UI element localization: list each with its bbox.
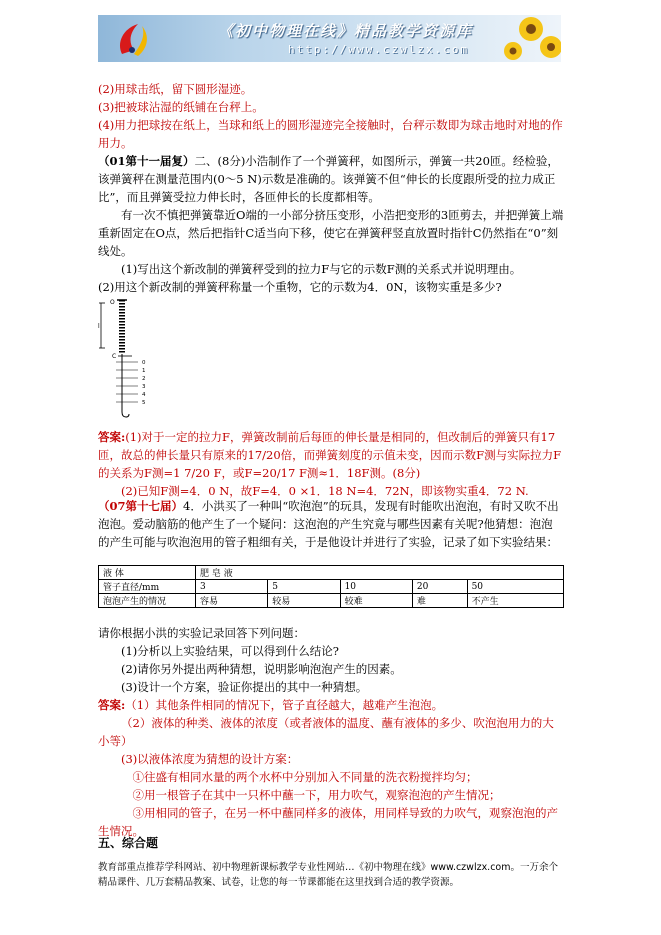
sub-question-1: (1)写出这个新改制的弹簧秤受到的拉力F与它的示数F测的关系式并说明理由。 <box>121 262 522 276</box>
answer-part-1: （1）其他条件相同的情况下，管子直径越大，越难产生泡泡。 <box>125 698 444 712</box>
table-cell: 20 <box>412 580 467 594</box>
table-cell: 50 <box>467 580 563 594</box>
part-a <box>98 80 564 152</box>
scale-tick-label: 1 <box>142 368 146 374</box>
question-intro: 二、(8分)小浩制作了一个弹簧秤，如图所示，弹簧一共20匝。经检验，该弹簧秤在测量范围内(0～5 N)示数是准确的。该弹簧不但“伸长的长度跟所受的拉力成正比”，而且弹簧受拉力伸长时，各匝伸长的长度都相等。 <box>98 154 559 204</box>
answer-spring-scale <box>98 428 564 500</box>
table-cell: 容易 <box>196 594 268 608</box>
step-3: (3)把被球沾湿的纸铺在台秤上。 <box>98 100 264 114</box>
site-logo-icon <box>112 20 152 58</box>
sub-question-3: (3)设计一个方案，验证你提出的其中一种猜想。 <box>121 680 368 694</box>
answer-part-2: （2）液体的种类、液体的浓度（或者液体的温度、蘸有液体的多少、吹泡泡用力的大小等） <box>98 716 554 748</box>
sub-question-2: (2)请你另外提出两种猜想，说明影响泡泡产生的因素。 <box>121 662 402 676</box>
question-intro: 4．小洪买了一种叫“吹泡泡”的玩具，发现有时能吹出泡泡，有时又吹不出泡泡。爱动脑筋的他产生了一个疑问：这泡泡的产生究竟与哪些因素有关呢?他猜想：泡泡的产生可能与吹泡泡用的管子粗细有关，于是他设计并进行了实验，记录了如下实验结果： <box>98 499 559 549</box>
question-label: （01第十一届复） <box>98 154 195 168</box>
table-cell: 3 <box>196 580 268 594</box>
answer-part-2: (2)已知F测=4．0 N，故F=4．0 ×1．18 N=4．72N，即该物实重4．72 N. <box>121 484 529 498</box>
table-cell: 难 <box>412 594 467 608</box>
answer-label: 答案: <box>98 698 126 712</box>
table-cell: 管子直径/mm <box>99 580 196 594</box>
scale-tick-label: 2 <box>142 376 146 382</box>
spring-scale-figure <box>98 298 158 420</box>
sunflower-decoration-icon <box>491 15 561 62</box>
answer-label: 答案: <box>98 430 126 444</box>
scale-tick-label: 5 <box>142 400 146 406</box>
table-cell: 10 <box>340 580 412 594</box>
table-cell: 较易 <box>268 594 340 608</box>
sub-question-1: (1)分析以上实验结果，可以得到什么结论? <box>121 644 339 658</box>
site-url[interactable]: http://www.czwlzx.com <box>288 43 470 56</box>
header-banner <box>98 15 561 62</box>
table-row <box>99 594 564 608</box>
answer-part-3: (3)以液体浓度为猜想的设计方案： <box>121 752 299 766</box>
figure-letter-c: C <box>112 353 117 360</box>
question-spring-scale <box>98 152 564 296</box>
table-cell: 泡泡产生的情况 <box>99 594 196 608</box>
scale-tick-label: 0 <box>142 360 146 366</box>
question-label: （07第十七届） <box>98 499 184 513</box>
step-2: (2)用球击纸，留下圆形湿迹。 <box>98 82 253 96</box>
question-prompt: 请你根据小洪的实验记录回答下列问题： <box>98 626 305 640</box>
table-row <box>99 566 564 580</box>
scale-tick-label: 3 <box>142 384 146 390</box>
table-cell: 不产生 <box>467 594 563 608</box>
section-title: 五、综合题 <box>98 836 159 850</box>
table-cell: 5 <box>268 580 340 594</box>
answer-step-2: ②用一根管子在其中一只杯中蘸一下，用力吹气，观察泡泡的产生情况； <box>132 788 501 802</box>
table-cell: 较难 <box>340 594 412 608</box>
scale-tick-label: 4 <box>142 392 146 398</box>
svg-text:l: l <box>98 323 100 330</box>
answer-step-1: ①往盛有相同水量的两个水杯中分别加入不同量的洗衣粉搅拌均匀； <box>132 770 478 784</box>
table-cell: 液 体 <box>99 566 196 580</box>
question-paragraph: 有一次不慎把弹簧靠近O端的一小部分挤压变形，小浩把变形的3匝剪去，并把弹簧上端重新固定在O点，然后把指针C适当向下移，使它在弹簧秤竖直放置时指针C仍然指在“0”刻线处。 <box>98 208 564 258</box>
answer-part-1: (1)对于一定的拉力F，弹簧改制前后每匝的伸长量是相同的，但改制后的弹簧只有17匝，故总的伸长量只有原来的17/20倍，而弹簧刻度的示值未变，因而示数F测与实际拉力F的关系为F测=1 7/20 F，或F=20/17 F测≈1．18F测。(8分) <box>98 430 562 480</box>
answer-step-3: ③用相同的管子，在另一杯中蘸同样多的液体，用同样导致的力吹气，观察泡泡的产生情况。 <box>98 806 558 838</box>
figure-letter-o: O <box>110 299 115 306</box>
question-bubbles <box>98 497 564 551</box>
question-bubbles-parts <box>98 624 564 696</box>
experiment-table <box>98 565 564 608</box>
answer-bubbles <box>98 696 564 840</box>
sub-question-2: (2)用这个新改制的弹簧秤称量一个重物，它的示数为4．0N，该物实重是多少? <box>98 280 502 294</box>
step-4: (4)用力把球按在纸上，当球和纸上的圆形湿迹完全接触时，台秤示数即为球击地时对地的作用力。 <box>98 118 563 150</box>
table-cell: 肥 皂 液 <box>196 566 564 580</box>
table-row <box>99 580 564 594</box>
site-title: 《初中物理在线》精品教学资源库 <box>218 22 474 40</box>
footer: 教育部重点推荐学科网站、初中物理新课标教学专业性网站…《初中物理在线》www.czwlzx.com。一万余个精品课件、几万套精品教案、试卷，让您的每一节课都能在这里找到合适的教学资源。 <box>98 862 558 888</box>
